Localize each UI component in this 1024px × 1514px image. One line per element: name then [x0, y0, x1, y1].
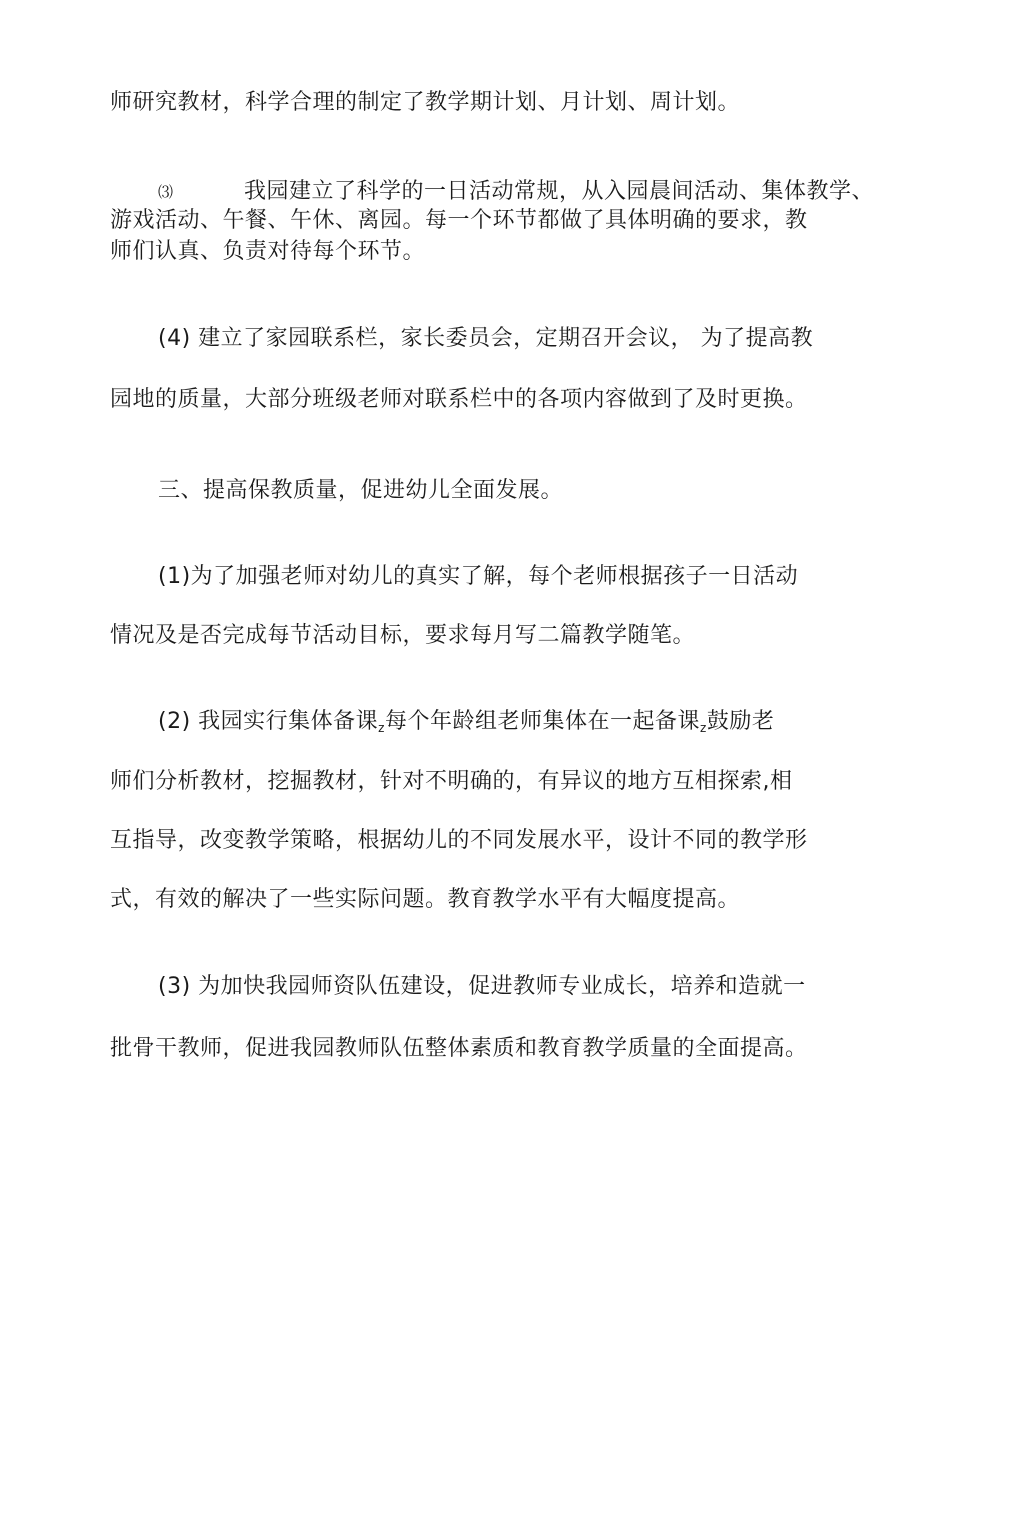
- item-understand-line-1: (1)为了加强老师对幼儿的真实了解，每个老师根据孩子一日活动: [158, 564, 799, 589]
- section-three-heading: 三、提高保教质量，促进幼儿全面发展。: [158, 478, 564, 503]
- item-contact-line-2: 园地的质量，大部分班级老师对联系栏中的各项内容做到了及时更换。: [110, 387, 808, 412]
- item-routine-marker: ⑶: [158, 183, 174, 201]
- item-routine-line-2: 游戏活动、午餐、午休、离园。每一个环节都做了具体明确的要求，教: [110, 208, 808, 233]
- item-lesson-line-1-part-b: 每个年龄组老师集体在一起备课: [384, 709, 700, 734]
- item-understand-line-2: 情况及是否完成每节活动目标，要求每月写二篇教学随笔。: [110, 623, 696, 648]
- item-contact-line-1: (4) 建立了家园联系栏，家长委员会，定期召开会议， 为了提高教: [158, 326, 814, 351]
- item-lesson-subscript-a: z: [378, 721, 385, 735]
- item-lesson-line-1-part-c: 鼓励老: [706, 709, 775, 734]
- item-routine-line-1: 我园建立了科学的一日活动常规，从入园晨间活动、集体教学、: [244, 179, 875, 204]
- item-routine-line-3: 师们认真、负责对待每个环节。: [110, 239, 426, 264]
- item-lesson-line-2: 师们分析教材，挖掘教材，针对不明确的，有异议的地方互相探索,相: [110, 769, 793, 794]
- item-lesson-line-3: 互指导，改变教学策略，根据幼儿的不同发展水平，设计不同的教学形: [110, 828, 808, 853]
- item-lesson-line-1-part-a: (2) 我园实行集体备课: [158, 709, 379, 734]
- item-staff-line-2: 批骨干教师，促进我园教师队伍整体素质和教育教学质量的全面提高。: [110, 1036, 808, 1061]
- item-lesson-subscript-b: z: [700, 721, 707, 735]
- item-staff-line-1: (3) 为加快我园师资队伍建设，促进教师专业成长，培养和造就一: [158, 974, 806, 999]
- continuation-line-1: 师研究教材，科学合理的制定了教学期计划、月计划、周计划。: [110, 90, 741, 115]
- item-lesson-line-4: 式，有效的解决了一些实际问题。教育教学水平有大幅度提高。: [110, 887, 741, 912]
- item-lesson-line-1: [158, 707, 774, 743]
